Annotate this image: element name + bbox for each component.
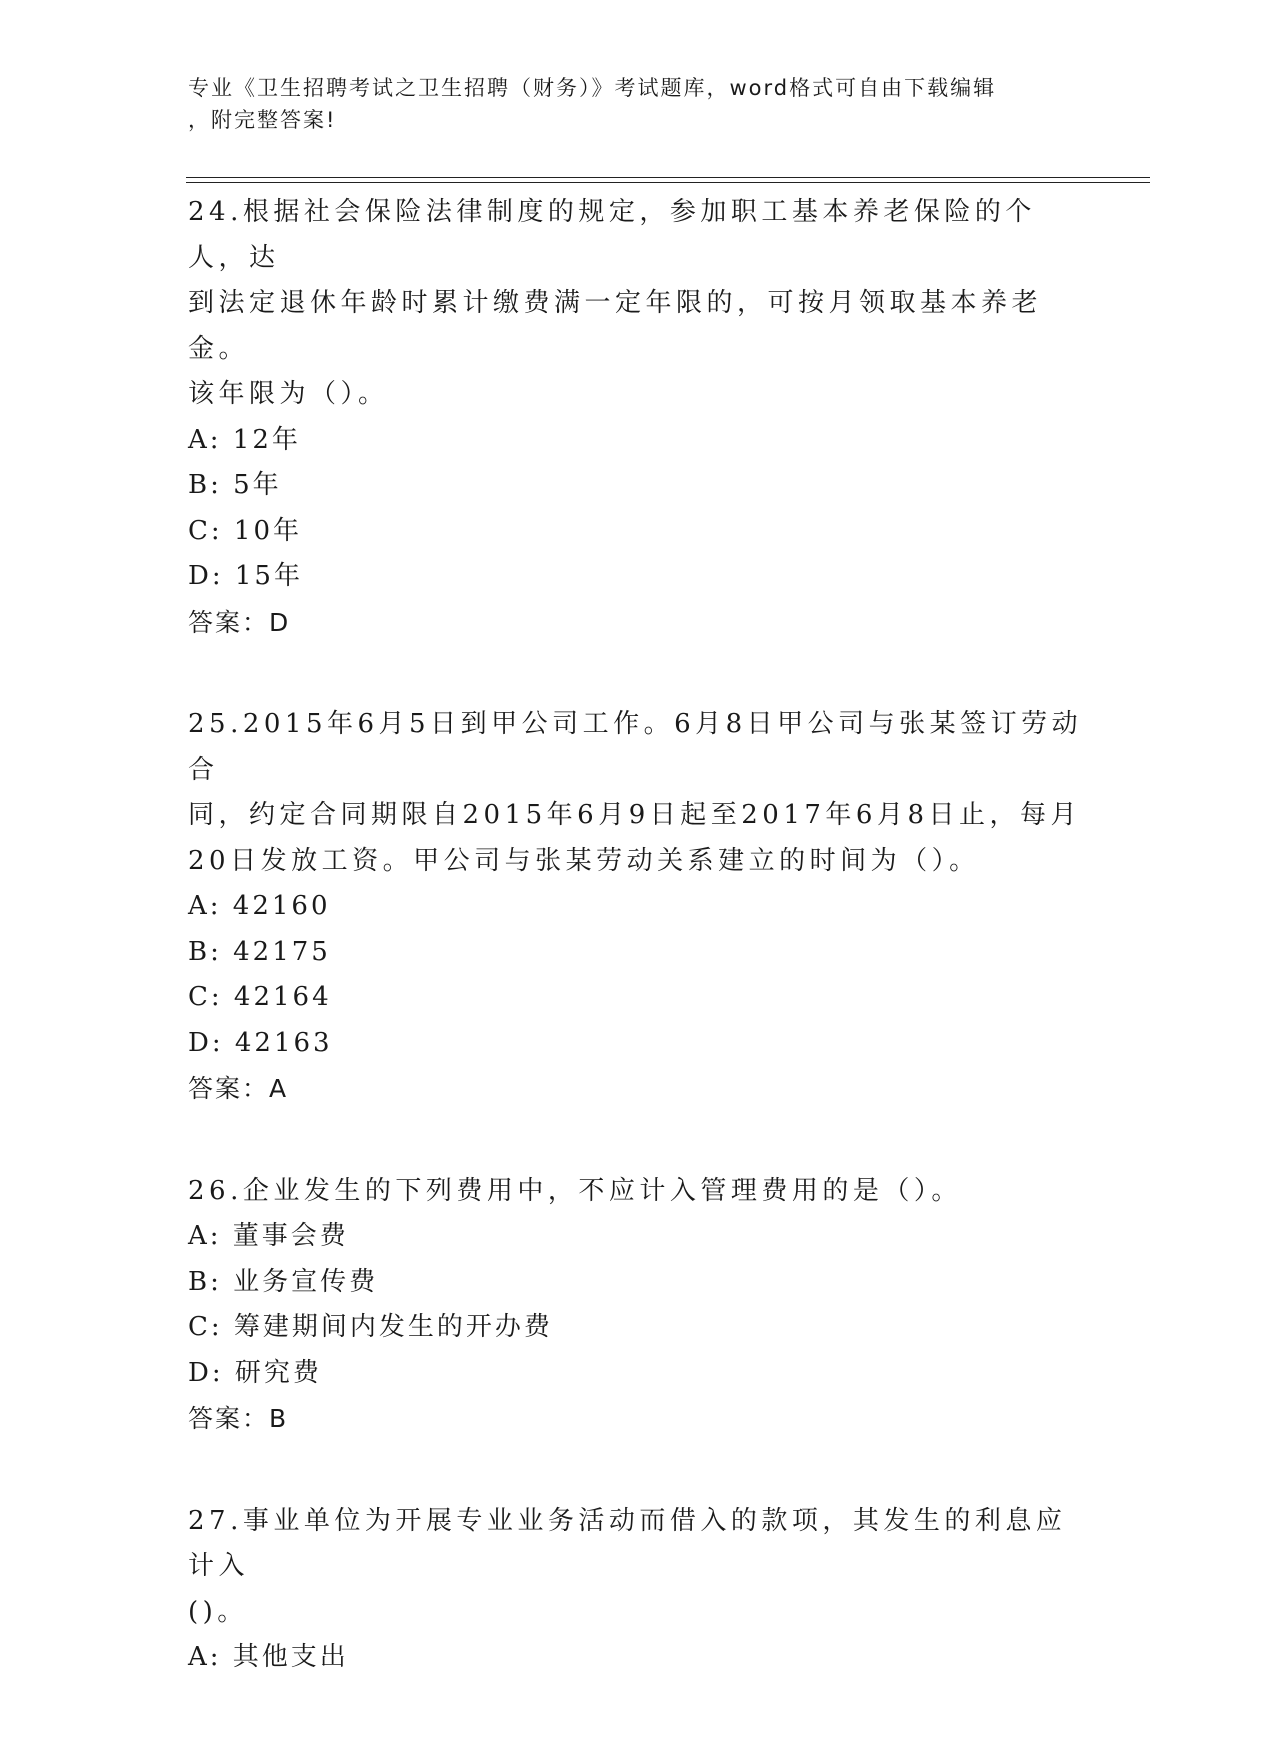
option-d: D: 15年 [188, 561, 303, 591]
option-b: B: 业务宣传费 [188, 1266, 379, 1297]
question-text-line: 20日发放工资。甲公司与张某劳动关系建立的时间为（）。 [188, 845, 980, 876]
question-text-line: 26.企业发生的下列费用中，不应计入管理费用的是（）。 [188, 1175, 962, 1206]
question-text-line: ()。 [188, 1596, 248, 1627]
option-a: A: 董事会费 [188, 1221, 349, 1251]
header-divider-top [186, 177, 1150, 178]
option-c: C: 42164 [188, 982, 332, 1012]
option-d: D: 42163 [188, 1027, 333, 1058]
question-text-line: 25.2015年6月5日到甲公司工作。6月8日甲公司与张某签订劳动合 [188, 709, 1083, 785]
option-c: C: 筹建期间内发生的开办费 [188, 1312, 553, 1342]
question-text-line: 同，约定合同期限自2015年6月9日起至2017年6月8日止，每月 [188, 800, 1082, 830]
answer-line: 答案：A [188, 1074, 289, 1103]
option-a: A: 42160 [188, 891, 331, 921]
question-25 [188, 702, 1088, 1112]
option-b: B: 42175 [188, 936, 331, 967]
header-line-1: 专业《卫生招聘考试之卫生招聘（财务）》考试题库，word格式可自由下载编辑 [188, 76, 997, 100]
answer-line: 答案：D [188, 607, 291, 637]
document-header [188, 72, 1068, 136]
option-d: D: 研究费 [188, 1357, 322, 1388]
question-24 [188, 190, 1088, 645]
header-divider-bottom [186, 182, 1150, 183]
option-a: A: 12年 [188, 424, 301, 455]
question-text-line: 27.事业单位为开展专业业务活动而借入的款项，其发生的利息应计入 [188, 1505, 1067, 1581]
question-26 [188, 1169, 1088, 1442]
header-line-2: ，附完整答案! [188, 108, 337, 132]
answer-line: 答案：B [188, 1404, 289, 1433]
question-list [188, 190, 1088, 1738]
option-c: C: 10年 [188, 515, 303, 546]
option-b: B: 5年 [188, 470, 282, 500]
question-text-line: 该年限为（）。 [188, 379, 389, 409]
question-27 [188, 1499, 1088, 1681]
question-text-line: 24.根据社会保险法律制度的规定，参加职工基本养老保险的个人，达 [188, 197, 1036, 273]
question-text-line: 到法定退休年龄时累计缴费满一定年限的，可按月领取基本养老金。 [188, 288, 1043, 364]
option-a: A: 其他支出 [188, 1642, 349, 1672]
